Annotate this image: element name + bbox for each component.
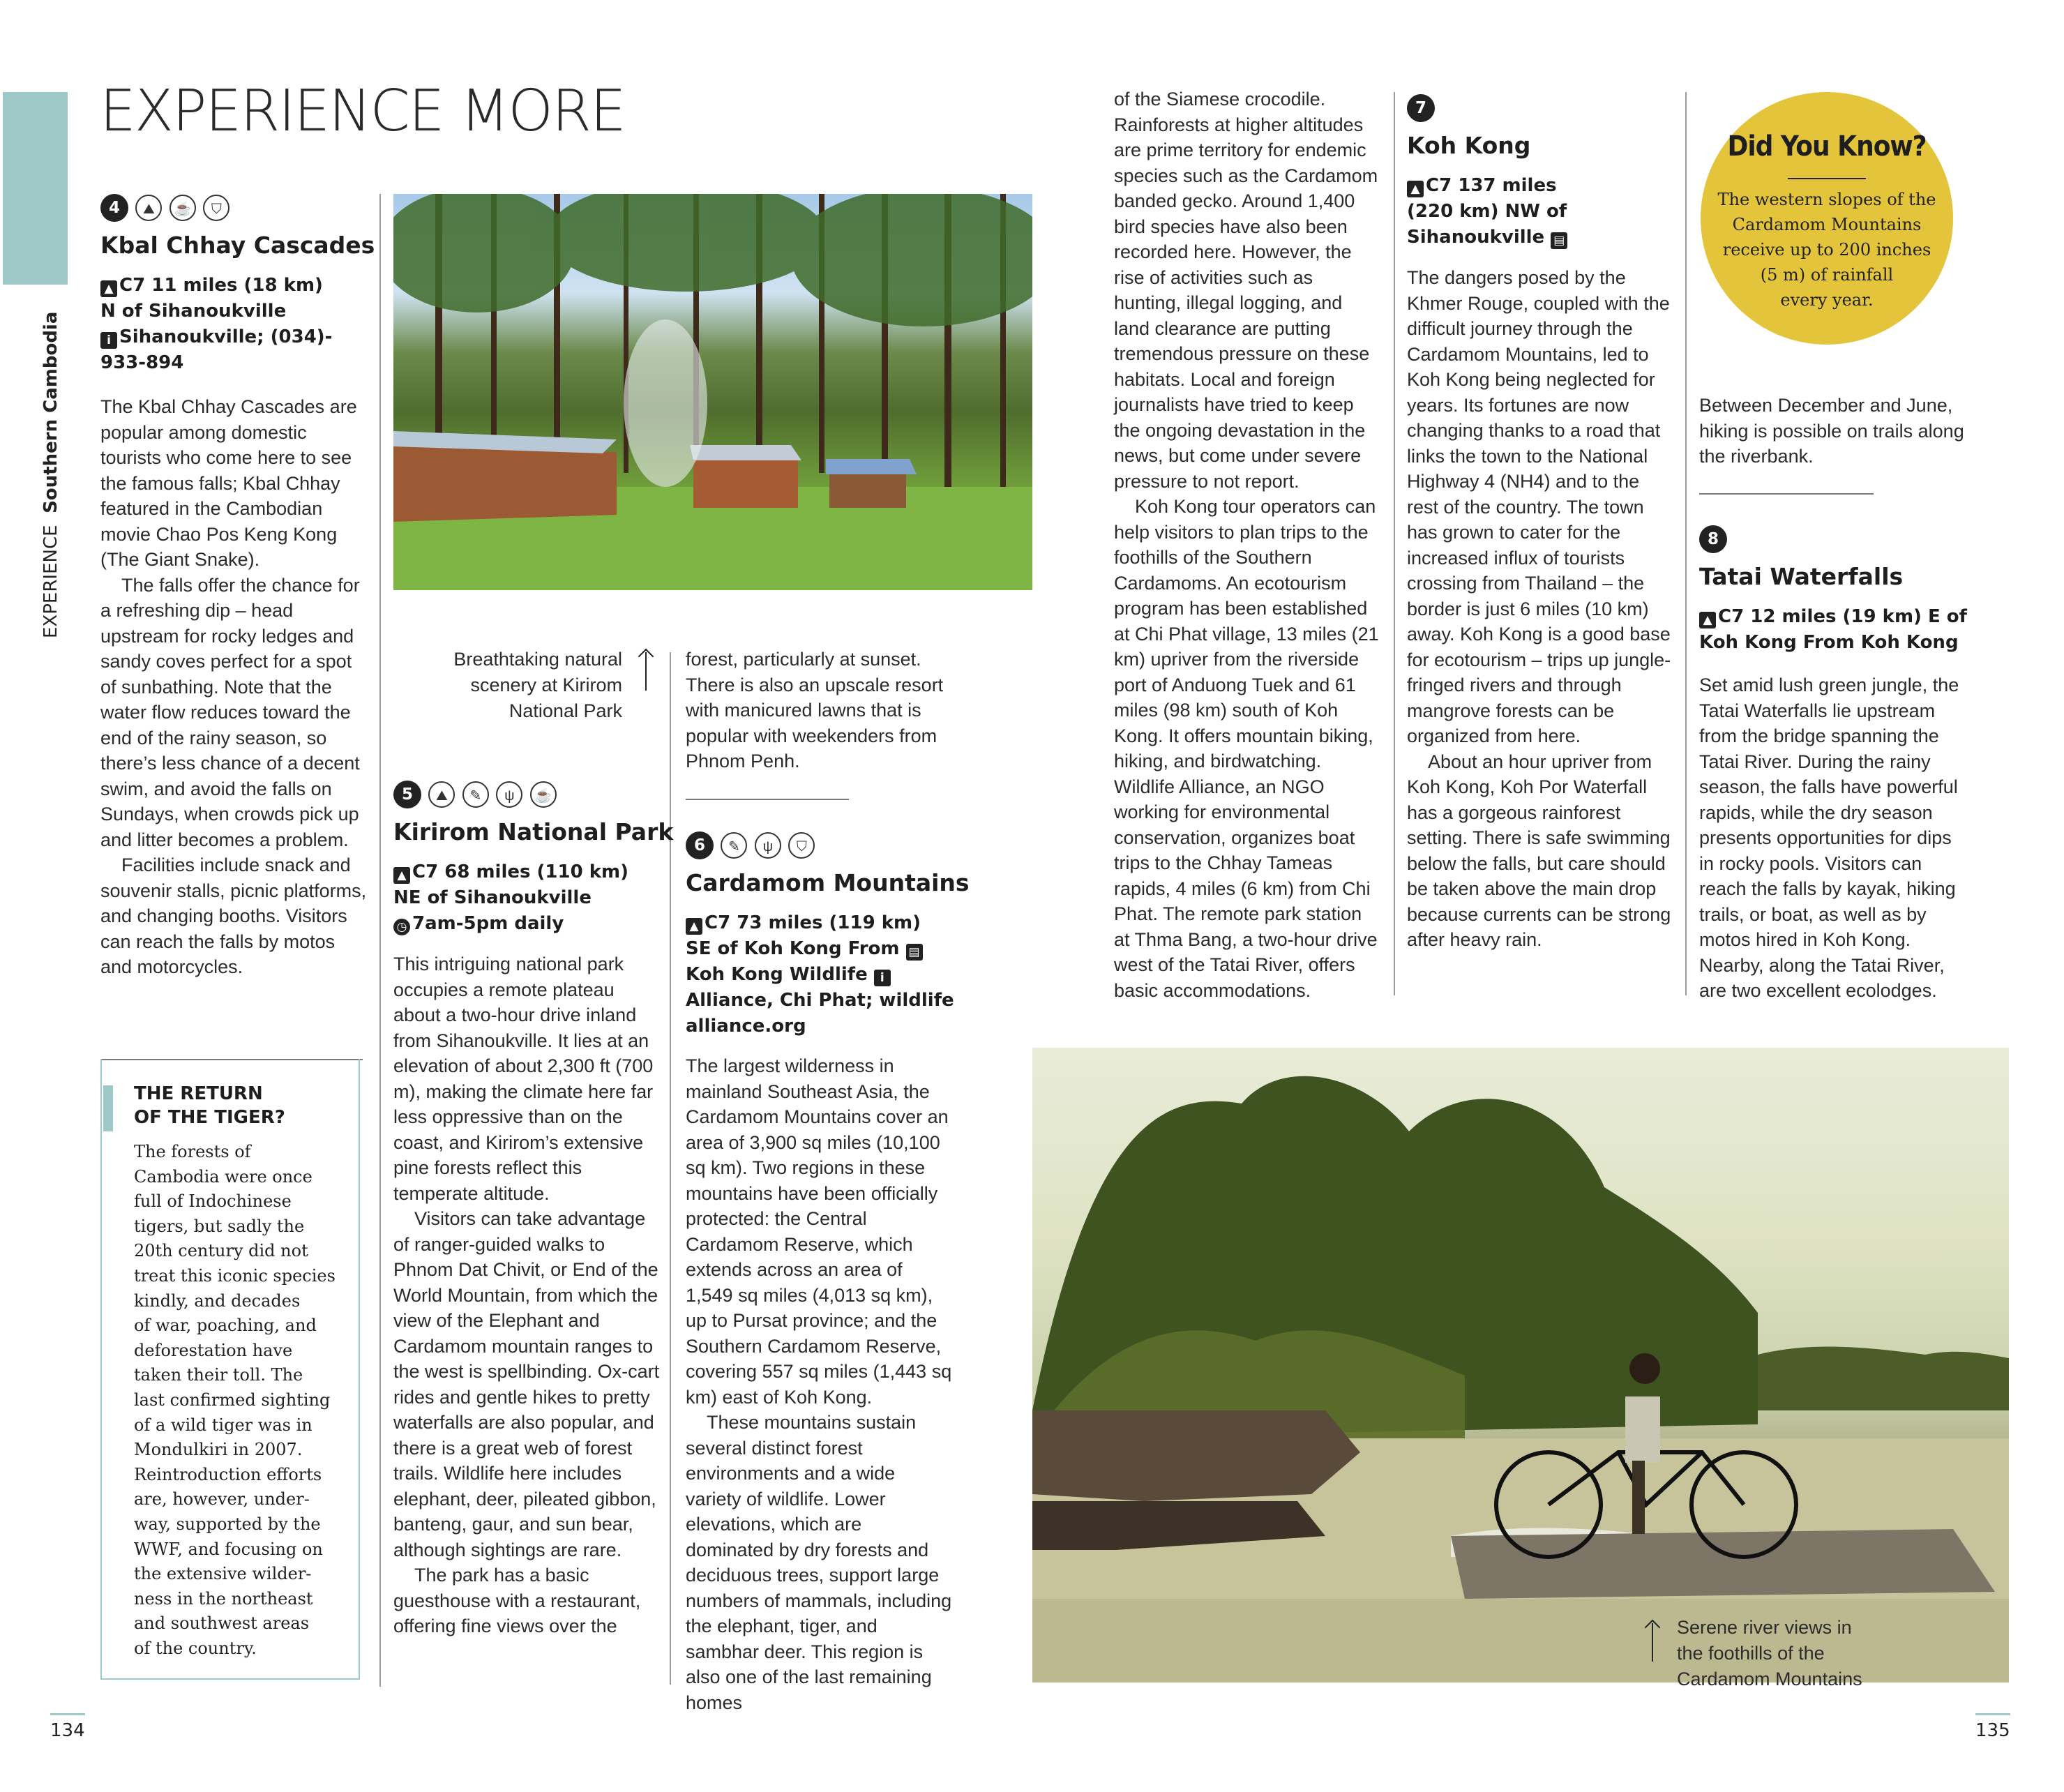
side-tab	[3, 92, 68, 285]
camping-icon: ✎	[462, 781, 489, 808]
hiking-icon: ⛰	[135, 195, 162, 221]
map-icon: ▲	[1407, 181, 1424, 197]
section-info	[1407, 173, 1679, 250]
fact-line: The western slopes of the	[1717, 190, 1936, 209]
paragraph: About an hour upriver from Koh Kong, Koh Por Waterfall has a gorgeous rainforest setting. There is safe swimming below the falls, but care should be taken above the main drop because currents can be strong after heavy rain.	[1407, 751, 1671, 950]
map-icon: ▲	[393, 867, 410, 884]
map-icon: ▲	[100, 280, 117, 297]
info-line: N of Sihanoukville	[100, 301, 287, 322]
tiger-text-line: treat this iconic species	[134, 1265, 336, 1286]
tiger-text-line: way, supported by the	[134, 1514, 321, 1534]
paragraph: The largest wilderness in mainland Southeast Asia, the Cardamom Mountains cover an area of 3,900 sq miles (10,100 sq km). Two regions in these mountains have been officially protected: the Central Cardamom Reserve, which extends across an area of 1,549 sq miles (4,013 sq km), up to Pursat province; and the Southern Cardamom Reserve, covering 557 sq miles (1,443 sq km) east of Koh Kong.	[686, 1055, 952, 1408]
side-tab-label	[40, 312, 61, 638]
paragraph: Visitors can take advantage of ranger-guided walks to Phnom Dat Chivit, or End of the World Mountain, from which the view of the Elephant and Cardamom mountain ranges to the west is spellbinding. Ox-cart rides and gentle hikes to pretty waterfalls are also popular, and there is a great web of forest trails. Wildlife here includes elephant, deer, pileated gibbon, banteng, gaur, and sun bear, although sightings are rare.	[393, 1208, 660, 1560]
shopping-icon: ⛉	[203, 195, 229, 221]
fact-line: receive up to 200 inches	[1722, 240, 1931, 259]
tiger-text-line: deforestation have	[134, 1340, 293, 1360]
section-tatai	[1699, 525, 1992, 656]
info-line: Sihanoukville; (034)-	[119, 326, 333, 347]
caption-line: Serene river views in	[1677, 1617, 1852, 1638]
section-number: 7	[1407, 94, 1435, 122]
section-cardamom	[686, 831, 970, 1039]
did-you-know-title: Did You Know?	[1727, 130, 1927, 163]
section-info	[393, 859, 672, 937]
section-koh-kong	[1407, 94, 1679, 250]
paragraph: Set amid lush green jungle, the Tatai Waterfalls lie upstream from the bridge spanning the Tatai River. During the rainy season, the falls have powerful rapids, while the dry season presents opportunities for dips in rocky pools. Visitors can reach the falls by kayak, hiking trails, or boat, as well as by motos hired in Koh Kong. Nearby, along the Tatai River, are two excellent ecolodges.	[1699, 675, 1959, 1001]
column-divider	[1685, 92, 1687, 995]
side-tab-section: EXPERIENCE	[40, 525, 61, 638]
page-rule	[1975, 1713, 2010, 1715]
tiger-box-title	[134, 1082, 285, 1129]
tiger-text-line: of the country.	[134, 1638, 257, 1658]
caption-line: scenery at Kirirom	[470, 675, 622, 695]
section-header	[100, 194, 366, 222]
section-title: Tatai Waterfalls	[1699, 563, 1904, 590]
fact-line: every year.	[1780, 290, 1874, 310]
info-line: Koh Kong From Koh Kong	[1699, 632, 1959, 653]
tiger-box-text	[134, 1140, 357, 1661]
river-caption	[1677, 1615, 1886, 1692]
column-divider	[379, 194, 381, 1687]
divider	[686, 799, 849, 800]
column-divider	[1394, 92, 1395, 995]
paragraph: Facilities include snack and souvenir stalls, picnic platforms, and changing booths. Visitors can reach the falls by motos and motorcycles.	[100, 854, 367, 977]
tiger-box-accent	[103, 1085, 113, 1131]
restaurant-icon: ψ	[496, 781, 522, 808]
bus-icon: ▤	[906, 944, 923, 961]
section-header	[1407, 94, 1679, 122]
paragraph: forest, particularly at sunset. There is also an upscale resort with manicured lawns that is popular with weekenders from Phnom Penh.	[686, 649, 944, 771]
tiger-text-line: Reintroduction efforts	[134, 1464, 322, 1484]
paragraph: Koh Kong tour operators can help visitors to plan trips to the foothills of the Southern Cardamoms. An ecotourism program has been established at Chi Phat village, 13 miles (21 km) upriver from the riverside port of Anduong Tuek and 61 miles (98 km) south of Koh Kong. It offers mountain biking, hiking, and birdwatching. Wildlife Alliance, an NGO working for environmental conservation, organizes boat trips to the Chhay Tameas rapids, 4 miles (6 km) from Chi Phat. The remote park station at Thma Bang, a two-hour drive west of the Tatai River, offers basic accommodations.	[1114, 496, 1379, 1001]
tiger-text-line: the extensive wilder-	[134, 1564, 312, 1584]
bus-icon: ▤	[1551, 232, 1567, 249]
info-line: C7 68 miles (110 km)	[412, 861, 629, 882]
page-number-left: 134	[50, 1720, 85, 1741]
tiger-text-line: kindly, and decades	[134, 1290, 301, 1311]
hiking-icon: ⛰	[428, 781, 455, 808]
tiger-text-line: are, however, under-	[134, 1489, 310, 1509]
section-title: Koh Kong	[1407, 132, 1531, 159]
caption-line: Breathtaking natural	[453, 649, 622, 670]
section-header	[393, 781, 672, 808]
caption-line: the foothills of the	[1677, 1643, 1825, 1664]
forest-illustration	[393, 194, 1032, 590]
info-line: Sihanoukville	[1407, 227, 1545, 248]
paragraph: The dangers posed by the Khmer Rouge, coupled with the difficult journey through the Cardamom Mountains, led to Koh Kong being neglected for years. Its fortunes are now changing thanks to a road that links the town to the National Highway 4 (NH4) and to the rest of the country. The town has grown to cater for the increased influx of tourists crossing from Thailand – the border is just 6 miles (10 km) away. Koh Kong is a good base for ecotourism – trips up jungle-fringed rivers and through mangrove forests can be organized from here.	[1407, 267, 1671, 746]
arrow-up-icon	[645, 652, 647, 691]
section-kirirom	[393, 781, 672, 937]
section-body-continued	[686, 647, 952, 774]
page-title: EXPERIENCE MORE	[100, 78, 625, 144]
section-header	[1699, 525, 1992, 553]
page-number-right: 135	[1975, 1720, 2010, 1741]
info-line: 933-894	[100, 352, 184, 373]
map-icon: ▲	[1699, 612, 1716, 628]
info-line: C7 137 miles	[1426, 175, 1557, 196]
tiger-text-line: Cambodia were once	[134, 1166, 312, 1187]
clock-icon: ◷	[393, 919, 410, 935]
did-you-know-text	[1701, 187, 1953, 313]
info-line: (220 km) NW of	[1407, 201, 1567, 222]
divider	[1699, 493, 1874, 495]
cafe-icon: ☕	[170, 195, 196, 221]
kirirom-caption	[405, 647, 622, 724]
section-body	[1407, 265, 1673, 953]
tiger-text-line: and southwest areas	[134, 1613, 310, 1634]
cafe-icon: ☕	[530, 781, 557, 808]
paragraph: The falls offer the chance for a refreshing dip – head upstream for rocky ledges and sandy coves perfect for a spot of sunbathing. Note that the water flow reduces toward the end of the rainy season, so there’s less chance of a decent swim, and avoid the falls on Sundays, when crowds pick up and litter becomes a problem.	[100, 574, 360, 850]
section-number: 8	[1699, 525, 1727, 553]
section-body	[686, 1053, 952, 1715]
info-line: NE of Sihanoukville	[393, 887, 592, 908]
tiger-text-line: last confirmed sighting	[134, 1390, 331, 1410]
section-body	[100, 394, 367, 980]
tiger-text-line: 20th century did not	[134, 1241, 308, 1261]
kirirom-photo	[393, 194, 1032, 590]
paragraph: of the Siamese crocodile. Rainforests at higher altitudes are prime territory for endemic species such as the Cardamom banded gecko. Around 1,400 bird species have also been recorded here. However, the rise of activities such as hunting, illegal logging, and land clearance are putting tremendous pressure on these habitats. Local and foreign journalists have tried to keep the ongoing devastation in the news, but come under severe pressure to not report.	[1114, 89, 1378, 492]
map-icon: ▲	[686, 918, 702, 935]
tiger-title-line: THE RETURN	[134, 1083, 263, 1104]
info-line: 7am-5pm daily	[412, 913, 564, 934]
tiger-text-line: tigers, but sadly the	[134, 1216, 305, 1236]
section-info	[100, 273, 366, 376]
paragraph: This intriguing national park occupies a remote plateau about a two-hour drive inland from Sihanoukville. It lies at an elevation of about 2,300 ft (700 m), making the climate here far less oppressive than on the coast, and Kirirom’s extensive pine forests reflect this temperate altitude.	[393, 954, 654, 1204]
did-you-know-rule	[1788, 178, 1866, 179]
section-body	[1699, 672, 1966, 1004]
section-info	[1699, 604, 1992, 656]
tiger-text-line: ness in the northeast	[134, 1588, 313, 1609]
section-body	[393, 951, 660, 1639]
info-line: C7 73 miles (119 km)	[705, 912, 921, 933]
info-line: SE of Koh Kong From	[686, 938, 900, 959]
tiger-text-line: taken their toll. The	[134, 1365, 303, 1385]
section-info	[686, 910, 965, 1039]
river-illustration	[1032, 1048, 2009, 1682]
section-title: Cardamom Mountains	[686, 869, 970, 896]
tiger-title-line: OF THE TIGER?	[134, 1107, 285, 1128]
info-icon: i	[100, 332, 117, 349]
section-number: 4	[100, 194, 128, 222]
info-line: alliance.org	[686, 1016, 806, 1037]
shopping-icon: ⛉	[788, 832, 815, 859]
paragraph: The Kbal Chhay Cascades are popular among domestic tourists who come here to see the famous falls; Kbal Chhay featured in the Cambodian movie Chao Pos Keng Kong (The Giant Snake).	[100, 396, 357, 570]
paragraph: Between December and June, hiking is possible on trails along the riverbank.	[1699, 395, 1964, 467]
paragraph: The park has a basic guesthouse with a restaurant, offering fine views over the	[393, 1565, 641, 1636]
section-header	[686, 831, 965, 859]
tiger-text-line: WWF, and focusing on	[134, 1539, 323, 1559]
info-line: Koh Kong Wildlife	[686, 964, 868, 985]
info-line: C7 12 miles (19 km) E of	[1718, 606, 1967, 627]
info-icon: i	[874, 970, 891, 986]
camping-icon: ✎	[721, 832, 747, 859]
tiger-text-line: of war, poaching, and	[134, 1316, 317, 1336]
section-title: Kbal Chhay Cascades	[100, 232, 375, 259]
caption-line: Cardamom Mountains	[1677, 1669, 1862, 1689]
paragraph: These mountains sustain several distinct forest environments and a wide variety of wildlife. Lower elevations, which are dominated by dry forests and deciduous trees, support large numbers of mammals, including the elephant, tiger, and sambhar deer. This region is also one of the last remaining homes	[686, 1412, 952, 1713]
tiger-text-line: full of Indochinese	[134, 1191, 292, 1212]
section-kbal-chhay	[100, 194, 375, 376]
fact-line: Cardamom Mountains	[1732, 215, 1922, 234]
fact-line: (5 m) of rainfall	[1760, 265, 1894, 285]
arrow-up-icon	[1652, 1623, 1653, 1662]
section-body-continued	[1699, 393, 1966, 469]
caption-line: National Park	[509, 700, 622, 721]
info-line: Alliance, Chi Phat; wildlife	[686, 990, 954, 1011]
tiger-text-line: The forests of	[134, 1142, 251, 1161]
section-number: 5	[393, 781, 421, 808]
page-rule	[50, 1713, 85, 1715]
side-tab-region: Southern Cambodia	[40, 311, 61, 513]
tiger-text-line: Mondulkiri in 2007.	[134, 1440, 303, 1460]
tiger-text-line: of a wild tiger was in	[134, 1415, 312, 1435]
river-photo	[1032, 1048, 2009, 1682]
info-line: C7 11 miles (18 km)	[119, 275, 323, 296]
section-title: Kirirom National Park	[393, 818, 674, 845]
restaurant-icon: ψ	[755, 832, 781, 859]
section-body-continued	[1114, 86, 1380, 1003]
section-number: 6	[686, 831, 714, 859]
